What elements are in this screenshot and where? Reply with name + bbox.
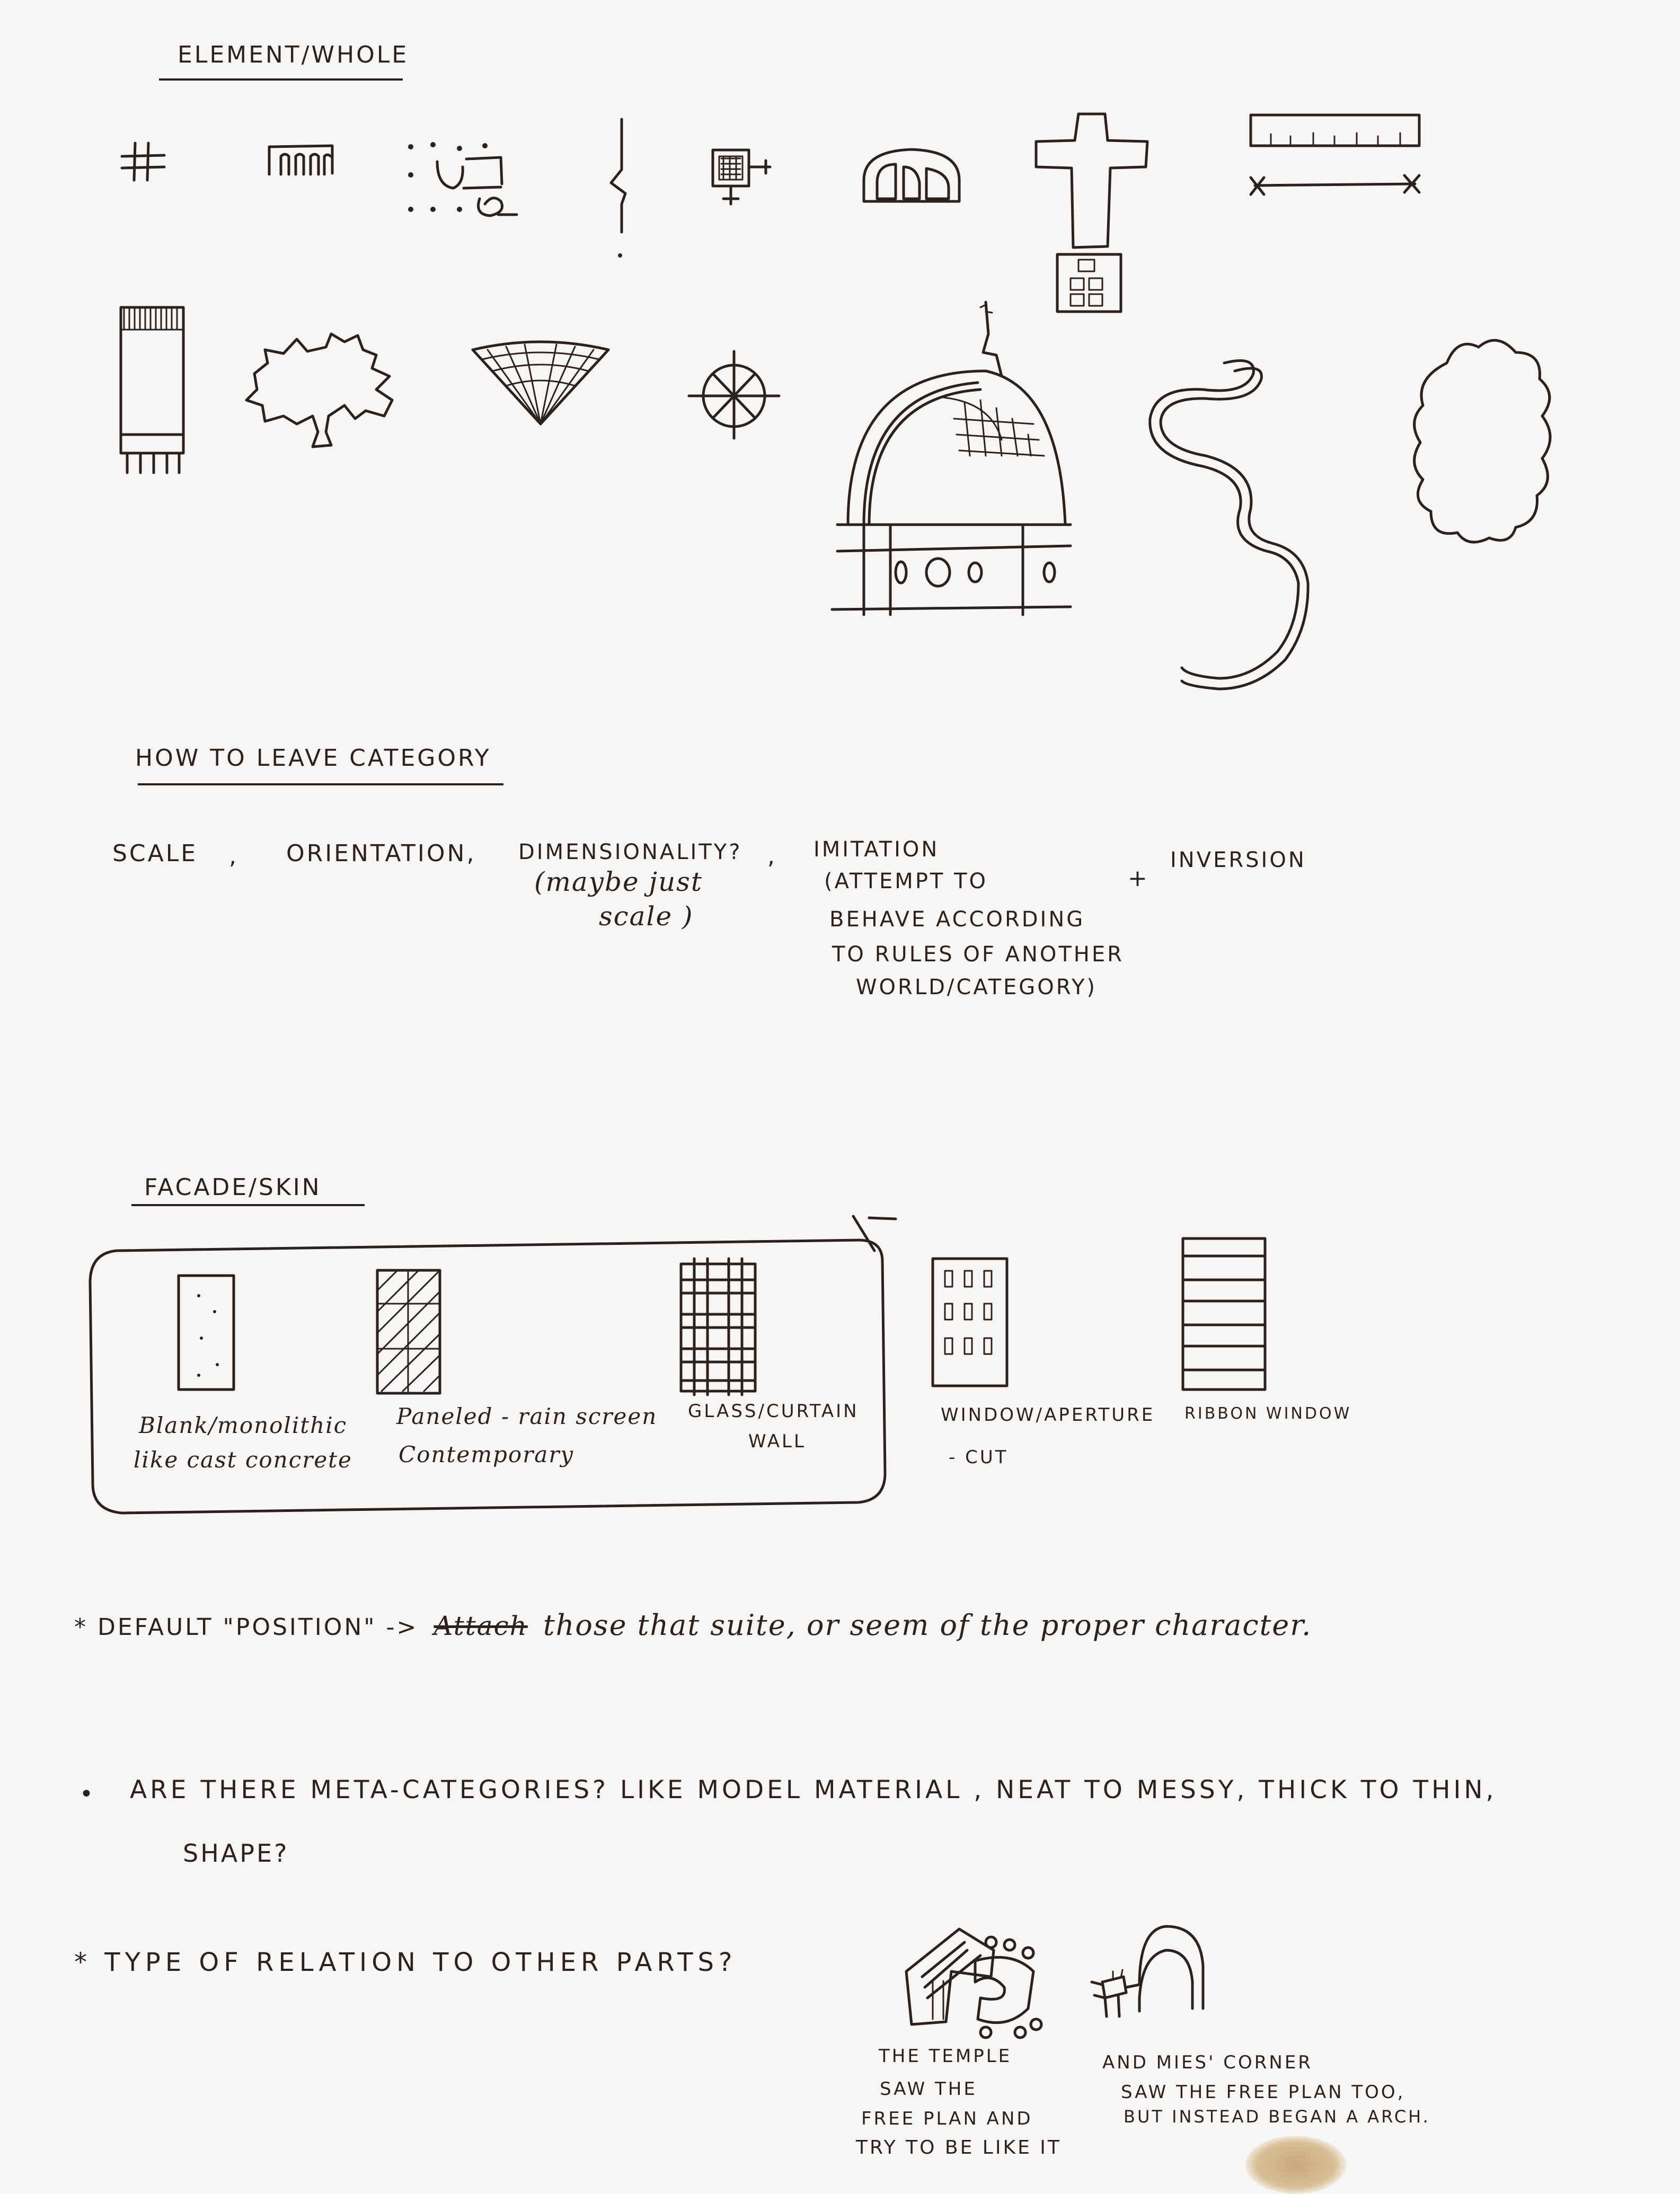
note-default-rest: those that suite, or seem of the proper character. [543,1608,1312,1642]
facade-caption-blank-line1: Blank/monolithic [139,1412,348,1438]
inversion-label: INVERSION [1170,848,1306,872]
facade-caption-window-line2: - CUT [949,1447,1009,1468]
section-title-how-to-leave-category: HOW TO LEAVE CATEGORY [135,745,491,772]
facade-caption-paneled-line2: Contemporary [399,1441,574,1467]
comma-separator: , [767,843,777,870]
title-underline [159,78,403,81]
facade-caption-blank-line2: like cast concrete [134,1447,352,1473]
dimensionality-label: DIMENSIONALITY? [518,840,742,864]
coffee-stain [1245,2136,1346,2194]
facade-caption-glass-line2: WALL [748,1431,806,1452]
banner-column-icon [111,297,191,477]
colonnade-icon [265,140,337,178]
mies-caption-line2: SAW THE FREE PLAN TOO, [1121,2082,1405,2103]
temple-caption-line3: FREE PLAN AND [861,2108,1033,2129]
plus-separator: + [1128,865,1150,892]
mies-corner-sketch [1081,1918,1208,2024]
dome-section-icon [827,297,1081,620]
fan-vault-icon [466,339,615,429]
facade-caption-paneled-line1: Paneled - rain screen [396,1403,658,1429]
facade-caption-window-line1: WINDOW/APERTURE [941,1404,1155,1426]
comma-separator: , [229,843,238,870]
window-aperture-icon [925,1251,1015,1394]
imitation-note-line1: (ATTEMPT TO [824,869,988,893]
section-title-element-whole: ELEMENT/WHOLE [178,41,409,68]
mies-caption-line1: AND MIES' CORNER [1102,2052,1313,2073]
temple-plan-sketch [901,1918,1049,2046]
imitation-note-line4: WORLD/CATEGORY) [856,975,1098,999]
ribbon-window-icon [1177,1232,1272,1396]
temple-caption-line2: SAW THE [880,2078,977,2100]
tree-plan-icon [233,326,403,453]
meander-path-icon [1139,350,1362,694]
scale-label: SCALE [112,840,198,867]
imitation-note-line3: TO RULES OF ANOTHER [832,942,1124,967]
circular-plan-icon [684,347,784,443]
dimensionality-note-line2: scale ) [599,901,694,932]
title-underline [138,783,503,785]
note-default-prefix: * DEFAULT "POSITION" -> [74,1614,419,1641]
broken-wall-icon [607,117,639,260]
section-title-facade-skin: FACADE/SKIN [144,1174,322,1201]
note-type-of-relation: * TYPE OF RELATION TO OTHER PARTS? [74,1948,737,1977]
dimensionality-note-line1: (maybe just [534,866,703,897]
cloud-shape-icon [1404,331,1558,548]
note-struck-word: Attach [434,1611,528,1641]
church-plan-icon [1028,109,1155,315]
facade-caption-ribbon: RIBBON WINDOW [1184,1404,1352,1423]
temple-caption-line1: THE TEMPLE [879,2046,1012,2067]
imitation-note-line2: BEHAVE ACCORDING [829,907,1085,932]
column-grid-detail-icon [708,146,776,209]
arched-window-icon [859,143,965,207]
paneled-rainscreen-icon [371,1264,445,1399]
orientation-label: ORIENTATION, [286,840,476,867]
temple-caption-line4: TRY TO BE LIKE IT [856,2137,1062,2158]
note-meta-categories-line1: ARE THERE META-CATEGORIES? LIKE MODEL MATERIAL , NEAT TO MESSY, THICK TO THIN, [130,1775,1497,1804]
blank-monolithic-panel-icon [172,1269,241,1396]
glass-curtain-wall-icon [673,1256,763,1399]
facade-caption-glass-line1: GLASS/CURTAIN [688,1401,859,1422]
note-meta-categories-line2: SHAPE? [183,1839,289,1868]
scattered-columns-plan-icon [400,135,522,225]
mies-caption-line3: BUT INSTEAD BEGAN A ARCH. [1124,2107,1430,2127]
note-default-position [74,1608,1312,1642]
hash-grid-icon [119,140,167,183]
scale-bar-icon [1245,109,1426,215]
imitation-label: IMITATION [814,837,940,862]
note-bullet: • [79,1781,95,1808]
